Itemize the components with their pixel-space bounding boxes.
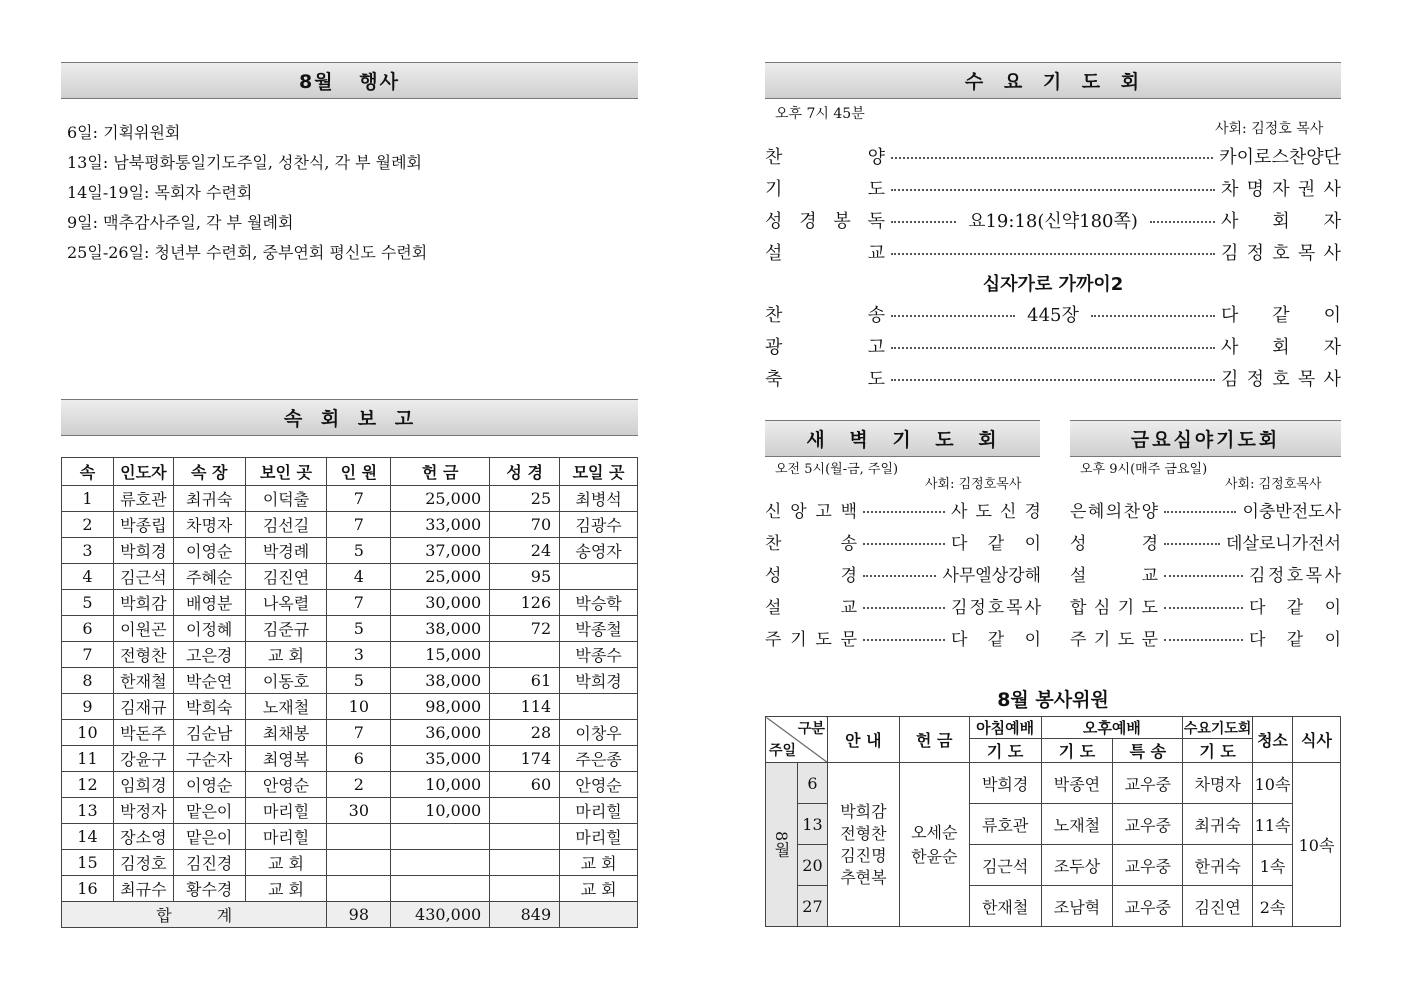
h-special: 특 송 xyxy=(1113,739,1183,763)
event-item: 25일-26일: 청년부 수련회, 중부연회 평신도 수련회 xyxy=(67,243,428,262)
report-title: 속 회 보 고 xyxy=(61,399,638,436)
report-cell: 4 xyxy=(62,564,114,590)
leader-dots xyxy=(863,575,936,577)
leader-dots xyxy=(891,347,1215,349)
service-month: 8월 xyxy=(766,763,798,927)
order-label: 축 도 xyxy=(765,369,885,390)
order-value: 데살로니가전서 xyxy=(1226,534,1341,554)
order-value: 김 정 호 목 사 xyxy=(1249,566,1341,586)
order-row xyxy=(765,333,1341,359)
order-label: 찬 송 xyxy=(765,305,885,326)
order-label: 설 교 xyxy=(1070,566,1158,586)
leader-dots xyxy=(891,315,1015,317)
order-value: 이충반전도사 xyxy=(1242,502,1341,522)
report-cell xyxy=(391,824,490,850)
table-row xyxy=(62,694,638,720)
report-cell: 교 회 xyxy=(245,876,327,902)
friday-time: 오후 9시(매주 금요일) xyxy=(1080,462,1208,477)
report-cell xyxy=(490,824,560,850)
friday-host: 사회: 김정호목사 xyxy=(1225,477,1322,492)
report-cell: 15,000 xyxy=(391,642,490,668)
report-cell: 김재규 xyxy=(113,694,173,720)
order-row xyxy=(1070,593,1341,618)
report-cell: 주혜순 xyxy=(173,564,245,590)
report-cell xyxy=(391,850,490,876)
report-cell: 10 xyxy=(327,694,391,720)
service-wed: 최귀숙 xyxy=(1183,804,1253,845)
report-cell xyxy=(490,876,560,902)
service-special: 교우중 xyxy=(1113,763,1183,804)
report-cell: 7 xyxy=(327,486,391,512)
report-cell: 나옥렬 xyxy=(245,590,327,616)
report-cell: 최영복 xyxy=(245,746,327,772)
report-cell xyxy=(327,824,391,850)
table-row xyxy=(62,512,638,538)
report-cell: 5 xyxy=(327,616,391,642)
leader-dots xyxy=(863,511,945,513)
h-afternoon: 오후예배 xyxy=(1041,717,1183,739)
report-cell: 고은경 xyxy=(173,642,245,668)
event-item: 6일: 기획위원회 xyxy=(67,123,181,142)
report-cell: 25,000 xyxy=(391,486,490,512)
order-label: 성 경 xyxy=(765,566,857,586)
report-cell xyxy=(490,798,560,824)
order-row xyxy=(1070,561,1341,586)
report-cell: 임희경 xyxy=(113,772,173,798)
leader-dots xyxy=(891,189,1215,191)
report-cell: 맡은이 xyxy=(173,824,245,850)
h-meal: 식사 xyxy=(1293,717,1341,763)
report-header: 인도자 xyxy=(113,458,173,486)
report-cell: 박승학 xyxy=(560,590,638,616)
service-wed: 김진연 xyxy=(1183,886,1253,927)
report-cell: 주은종 xyxy=(560,746,638,772)
order-value: 김 정 호 목 사 xyxy=(1221,369,1341,390)
wednesday-title: 수 요 기 도 회 xyxy=(765,62,1341,99)
leader-dots xyxy=(1164,575,1243,577)
report-cell: 김진연 xyxy=(245,564,327,590)
report-cell: 7 xyxy=(327,512,391,538)
table-row xyxy=(62,720,638,746)
report-cell: 김준규 xyxy=(245,616,327,642)
friday-title: 금요심야기도회 xyxy=(1070,420,1341,457)
service-morning: 김근석 xyxy=(969,845,1041,886)
report-cell: 이원곤 xyxy=(113,616,173,642)
order-row xyxy=(765,529,1041,554)
report-cell: 95 xyxy=(490,564,560,590)
corner-header xyxy=(766,717,828,763)
leader-dots xyxy=(1164,639,1243,641)
order-row xyxy=(765,625,1041,650)
order-label: 설 교 xyxy=(765,243,885,264)
report-header: 속 xyxy=(62,458,114,486)
table-row xyxy=(62,850,638,876)
table-row xyxy=(62,642,638,668)
wednesday-host: 사회: 김정호 목사 xyxy=(1215,121,1324,137)
report-cell: 10 xyxy=(62,720,114,746)
leader-dots xyxy=(863,607,945,609)
report-cell: 3 xyxy=(327,642,391,668)
report-cell: 이영순 xyxy=(173,772,245,798)
report-header: 속 장 xyxy=(173,458,245,486)
order-value: 김 정 호 목 사 xyxy=(951,598,1041,618)
report-cell: 강윤구 xyxy=(113,746,173,772)
order-label: 은 혜 의 찬 양 xyxy=(1070,502,1158,522)
leader-dots xyxy=(1091,315,1215,317)
order-label: 신 앙 고 백 xyxy=(765,502,857,522)
service-table xyxy=(765,716,1341,927)
leader-dots xyxy=(891,221,956,223)
dawn-time: 오전 5시(월-금, 주일) xyxy=(775,462,899,477)
service-morning: 한재철 xyxy=(969,886,1041,927)
report-cell: 7 xyxy=(327,590,391,616)
report-cell: 김정호 xyxy=(113,850,173,876)
leader-dots xyxy=(891,253,1215,255)
report-cell: 3 xyxy=(62,538,114,564)
table-row xyxy=(62,798,638,824)
report-cell: 김진경 xyxy=(173,850,245,876)
report-cell xyxy=(490,850,560,876)
report-cell: 15 xyxy=(62,850,114,876)
report-cell: 61 xyxy=(490,668,560,694)
report-cell: 박희감 xyxy=(113,590,173,616)
total-offering: 430,000 xyxy=(391,902,490,928)
report-cell: 10,000 xyxy=(391,772,490,798)
leader-dots xyxy=(863,639,945,641)
report-cell xyxy=(327,850,391,876)
leader-dots xyxy=(891,379,1215,381)
service-clean: 2속 xyxy=(1253,886,1293,927)
report-header: 모일 곳 xyxy=(560,458,638,486)
order-row xyxy=(1070,497,1341,522)
report-cell: 126 xyxy=(490,590,560,616)
service-aft_prayer: 노재철 xyxy=(1041,804,1113,845)
service-morning: 류호관 xyxy=(969,804,1041,845)
order-value: 사 회 자 xyxy=(1221,211,1341,232)
report-cell: 이덕출 xyxy=(245,486,327,512)
report-cell: 9 xyxy=(62,694,114,720)
report-cell: 마리힐 xyxy=(245,798,327,824)
report-cell: 25 xyxy=(490,486,560,512)
report-cell: 최귀숙 xyxy=(173,486,245,512)
report-cell: 이영순 xyxy=(173,538,245,564)
report-cell: 김광수 xyxy=(560,512,638,538)
report-cell: 37,000 xyxy=(391,538,490,564)
dawn-title: 새 벽 기 도 회 xyxy=(765,420,1040,457)
order-value: 차 명 자 권 사 xyxy=(1221,179,1341,200)
report-cell: 김선길 xyxy=(245,512,327,538)
report-cell: 김순남 xyxy=(173,720,245,746)
table-row xyxy=(766,763,1341,804)
report-cell: 최규수 xyxy=(113,876,173,902)
report-cell: 6 xyxy=(62,616,114,642)
table-row xyxy=(62,486,638,512)
order-label: 성 경 xyxy=(1070,534,1158,554)
report-cell: 최병석 xyxy=(560,486,638,512)
report-cell: 30,000 xyxy=(391,590,490,616)
report-cell: 장소영 xyxy=(113,824,173,850)
order-label: 설 교 xyxy=(765,598,857,618)
report-cell: 38,000 xyxy=(391,668,490,694)
order-value: 사 도 신 경 xyxy=(951,502,1041,522)
order-row xyxy=(765,561,1041,586)
order-row xyxy=(765,301,1341,327)
report-cell: 박희숙 xyxy=(173,694,245,720)
order-row xyxy=(1070,625,1341,650)
report-cell: 박희경 xyxy=(113,538,173,564)
dawn-host: 사회: 김정호목사 xyxy=(925,477,1022,492)
report-cell: 황수경 xyxy=(173,876,245,902)
table-row xyxy=(62,824,638,850)
report-cell: 33,000 xyxy=(391,512,490,538)
order-row xyxy=(765,207,1341,233)
report-cell: 김근석 xyxy=(113,564,173,590)
report-cell: 전형찬 xyxy=(113,642,173,668)
report-cell xyxy=(490,642,560,668)
report-cell xyxy=(391,876,490,902)
service-special: 교우중 xyxy=(1113,804,1183,845)
report-cell: 송영자 xyxy=(560,538,638,564)
report-cell: 박종수 xyxy=(560,642,638,668)
report-cell: 70 xyxy=(490,512,560,538)
table-row xyxy=(62,564,638,590)
service-day: 6 xyxy=(797,763,827,804)
report-cell: 24 xyxy=(490,538,560,564)
event-item: 13일: 남북평화통일기도주일, 성찬식, 각 부 월례회 xyxy=(67,153,423,172)
report-cell: 12 xyxy=(62,772,114,798)
report-header: 헌 금 xyxy=(391,458,490,486)
order-value: 다 같 이 xyxy=(1249,630,1341,650)
order-row xyxy=(765,593,1041,618)
report-cell: 72 xyxy=(490,616,560,642)
report-cell: 14 xyxy=(62,824,114,850)
corner-bottom: 주일 xyxy=(769,743,797,759)
report-cell: 안영순 xyxy=(560,772,638,798)
order-label: 주 기 도 문 xyxy=(1070,630,1158,650)
service-aft_prayer: 조남혁 xyxy=(1041,886,1113,927)
order-label: 합 심 기 도 xyxy=(1070,598,1158,618)
service-clean: 1속 xyxy=(1253,845,1293,886)
event-item: 9일: 맥추감사주일, 각 부 월례회 xyxy=(67,213,294,232)
leader-dots xyxy=(863,543,945,545)
h-guide: 안 내 xyxy=(827,717,899,763)
order-label: 주 기 도 문 xyxy=(765,630,857,650)
table-row xyxy=(62,616,638,642)
table-row xyxy=(62,876,638,902)
report-cell: 6 xyxy=(327,746,391,772)
report-cell: 38,000 xyxy=(391,616,490,642)
order-row xyxy=(1070,529,1341,554)
service-day: 20 xyxy=(797,845,827,886)
report-cell: 구순자 xyxy=(173,746,245,772)
report-cell: 1 xyxy=(62,486,114,512)
service-clean: 10속 xyxy=(1253,763,1293,804)
order-detail: 요19:18(신약180쪽) xyxy=(968,211,1138,232)
report-cell: 이동호 xyxy=(245,668,327,694)
service-aft_prayer: 박종연 xyxy=(1041,763,1113,804)
report-cell xyxy=(560,694,638,720)
report-cell: 13 xyxy=(62,798,114,824)
report-cell: 98,000 xyxy=(391,694,490,720)
leader-dots xyxy=(1150,221,1215,223)
report-cell: 이창우 xyxy=(560,720,638,746)
report-cell: 36,000 xyxy=(391,720,490,746)
order-row xyxy=(765,365,1341,391)
order-value: 사무엘상강해 xyxy=(942,566,1041,586)
report-cell: 7 xyxy=(62,642,114,668)
order-value: 다 같 이 xyxy=(1249,598,1341,618)
report-cell: 맡은이 xyxy=(173,798,245,824)
table-row xyxy=(62,668,638,694)
report-cell: 마리힐 xyxy=(245,824,327,850)
report-cell: 2 xyxy=(327,772,391,798)
report-cell: 2 xyxy=(62,512,114,538)
report-cell: 배영분 xyxy=(173,590,245,616)
report-cell: 차명자 xyxy=(173,512,245,538)
order-row xyxy=(765,239,1341,265)
service-special: 교우중 xyxy=(1113,886,1183,927)
service-aft_prayer: 조두상 xyxy=(1041,845,1113,886)
report-cell: 10,000 xyxy=(391,798,490,824)
h-wed-prayer: 기 도 xyxy=(1183,739,1253,763)
order-row xyxy=(765,143,1341,169)
service-clean: 11속 xyxy=(1253,804,1293,845)
report-cell: 16 xyxy=(62,876,114,902)
report-cell: 5 xyxy=(327,538,391,564)
report-cell: 한재철 xyxy=(113,668,173,694)
report-cell: 28 xyxy=(490,720,560,746)
report-header: 인 원 xyxy=(327,458,391,486)
report-cell: 35,000 xyxy=(391,746,490,772)
wednesday-time: 오후 7시 45분 xyxy=(775,106,865,122)
report-cell: 30 xyxy=(327,798,391,824)
h-morning-prayer: 기 도 xyxy=(969,739,1041,763)
table-row xyxy=(62,590,638,616)
order-value: 김 정 호 목 사 xyxy=(1221,243,1341,264)
report-cell: 교 회 xyxy=(560,850,638,876)
h-clean: 청소 xyxy=(1253,717,1293,763)
h-morning: 아침예배 xyxy=(969,717,1041,739)
order-value: 사 회 자 xyxy=(1221,337,1341,358)
service-day: 27 xyxy=(797,886,827,927)
leader-dots xyxy=(1164,607,1243,609)
report-cell: 노재철 xyxy=(245,694,327,720)
service-offering: 오세순 한윤순 xyxy=(899,763,969,927)
table-row xyxy=(62,538,638,564)
leader-dots xyxy=(891,157,1213,159)
report-cell: 4 xyxy=(327,564,391,590)
events-title: 8월 행사 xyxy=(61,62,638,99)
report-table xyxy=(61,457,638,928)
report-cell: 교 회 xyxy=(245,642,327,668)
order-value: 다 같 이 xyxy=(951,630,1041,650)
order-value: 다 같 이 xyxy=(951,534,1041,554)
h-wed: 수요기도회 xyxy=(1183,717,1253,739)
report-cell: 60 xyxy=(490,772,560,798)
total-count: 98 xyxy=(327,902,391,928)
report-cell: 11 xyxy=(62,746,114,772)
report-header: 성 경 xyxy=(490,458,560,486)
report-cell: 박돈주 xyxy=(113,720,173,746)
corner-top: 구분 xyxy=(797,721,825,737)
service-day: 13 xyxy=(797,804,827,845)
report-cell: 마리힐 xyxy=(560,798,638,824)
service-title: 8월 봉사위원 xyxy=(997,689,1109,711)
total-row xyxy=(62,902,638,928)
order-label: 광 고 xyxy=(765,337,885,358)
table-row xyxy=(62,746,638,772)
order-label: 기 도 xyxy=(765,179,885,200)
report-cell: 교 회 xyxy=(560,876,638,902)
report-cell: 박종철 xyxy=(560,616,638,642)
report-cell: 교 회 xyxy=(245,850,327,876)
h-aft-prayer: 기 도 xyxy=(1041,739,1113,763)
service-special: 교우중 xyxy=(1113,845,1183,886)
total-label: 합 계 xyxy=(62,902,327,928)
event-item: 14일-19일: 목회자 수련회 xyxy=(67,183,253,202)
order-label: 성 경 봉 독 xyxy=(765,211,885,232)
report-cell: 5 xyxy=(327,668,391,694)
table-row xyxy=(62,772,638,798)
report-cell: 마리힐 xyxy=(560,824,638,850)
order-detail: 445장 xyxy=(1027,305,1079,326)
report-cell: 이정혜 xyxy=(173,616,245,642)
total-bible: 849 xyxy=(490,902,560,928)
total-empty xyxy=(560,902,638,928)
service-meal: 10속 xyxy=(1293,763,1341,927)
report-header: 보인 곳 xyxy=(245,458,327,486)
service-guide: 박희감 전형찬 김진명 추현복 xyxy=(827,763,899,927)
report-cell: 박정자 xyxy=(113,798,173,824)
report-cell: 안영순 xyxy=(245,772,327,798)
order-label: 찬 양 xyxy=(765,147,885,168)
sermon-title: 십자가로 가까이2 xyxy=(982,274,1124,295)
report-cell: 5 xyxy=(62,590,114,616)
report-cell: 박종립 xyxy=(113,512,173,538)
report-cell: 박경례 xyxy=(245,538,327,564)
order-label: 찬 송 xyxy=(765,534,857,554)
leader-dots xyxy=(1164,511,1236,513)
order-value: 카이로스찬양단 xyxy=(1219,147,1341,168)
service-morning: 박희경 xyxy=(969,763,1041,804)
report-cell: 8 xyxy=(62,668,114,694)
h-offering: 헌 금 xyxy=(899,717,969,763)
service-wed: 차명자 xyxy=(1183,763,1253,804)
report-cell: 7 xyxy=(327,720,391,746)
report-cell xyxy=(327,876,391,902)
report-cell xyxy=(560,564,638,590)
order-row xyxy=(765,175,1341,201)
order-row xyxy=(765,497,1041,522)
order-value: 다 같 이 xyxy=(1221,305,1341,326)
report-cell: 114 xyxy=(490,694,560,720)
report-cell: 박순연 xyxy=(173,668,245,694)
report-cell: 박희경 xyxy=(560,668,638,694)
report-cell: 25,000 xyxy=(391,564,490,590)
report-cell: 174 xyxy=(490,746,560,772)
service-wed: 한귀숙 xyxy=(1183,845,1253,886)
report-cell: 최채봉 xyxy=(245,720,327,746)
report-cell: 류호관 xyxy=(113,486,173,512)
leader-dots xyxy=(1164,543,1220,545)
